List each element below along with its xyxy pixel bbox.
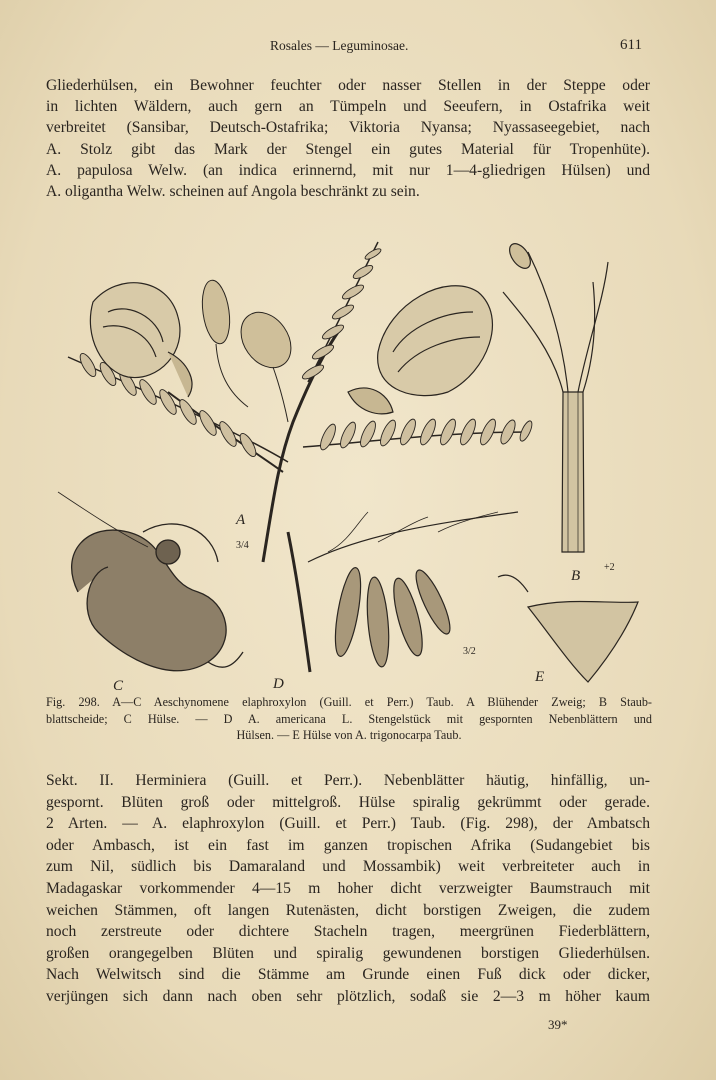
trigonocarpa-pod (498, 575, 638, 682)
caption-line: Fig. 298. A—C Aeschynomene elaphroxylon (Guill. et Perr.) Taub. A Blühender Zweig; B Staub- (46, 695, 652, 709)
text-line: Madagaskar vorkommender 4—15 m hoher dicht verzweigter Baumstrauch mit (46, 879, 650, 897)
running-title: Rosales — Leguminosae. (270, 38, 409, 53)
text-line: A. oligantha Welw. scheinen auf Angola beschränkt zu sein. (46, 183, 420, 201)
scale-label-a: 3/4 (236, 540, 249, 551)
figure-label-e: E (535, 669, 545, 685)
leaflets-top (301, 247, 383, 382)
text-line: in lichten Wäldern, auch gern an Tümpeln und Seeufern, in Ostafrika weit (46, 98, 650, 116)
text-line: A. Stolz gibt das Mark der Stengel ein gutes Material für Tropenhüte). (46, 140, 650, 158)
figure-label-b: B (571, 568, 581, 584)
text-line: Gliederhülsen, ein Bewohner feuchter oder nasser Stellen in der Steppe oder (46, 77, 650, 94)
staminal-sheath (503, 240, 608, 552)
page-number: 611 (620, 37, 642, 53)
scale-label-d: 3/2 (463, 646, 476, 657)
leaflets-right (318, 417, 535, 452)
leaflets-left (77, 351, 259, 459)
figure-label-a: A (236, 512, 246, 528)
branch-leaf-rachis (303, 432, 528, 447)
scale-label-b: +2 (604, 562, 615, 573)
caption-line: blattscheide; C Hülse. — D A. americana L. Stengelstück mit gespornten Nebenblättern und (46, 711, 652, 726)
flower-buds (199, 279, 302, 422)
text-line: 2 Arten. — A. elaphroxylon (Guill. et Perr.) Taub. (Fig. 298), der Ambatsch (46, 815, 650, 833)
paragraph-intro (46, 75, 650, 202)
text-line: Nach Welwitsch sind die Stämme am Grunde einen Fuß dick oder dicker, (46, 966, 650, 984)
paragraph-section-two (46, 770, 650, 1008)
flower-right (348, 286, 492, 414)
text-line: A. papulosa Welw. (an indica erinnernd, mit nur 1—4-gliedrigen Hülsen) und (46, 161, 650, 179)
americana-stem (288, 512, 518, 672)
figure-label-c: C (113, 678, 124, 692)
text-line: verjüngen sich dann nach oben sehr plötzlich, sodaß sie 2—3 m höher kaum (46, 987, 650, 1005)
botanical-illustration (48, 232, 648, 692)
text-line: verbreitet (Sansibar, Deutsch-Ostafrika; Viktoria Nyansa; Nyassaseegebiet, nach (46, 119, 650, 137)
figure-label-d: D (273, 676, 284, 692)
text-line: zum Nil, südlich bis Damaraland und Mossambik) weit verbreiteter auch in (46, 858, 650, 876)
running-header (0, 38, 716, 58)
text-line: Sekt. II. Herminiera (Guill. et Perr.). Nebenblätter häutig, hinfällig, un- (46, 772, 650, 789)
text-line: gespornt. Blüten groß oder mittelgroß. Hülse spiralig gekrümmt oder gerade. (46, 793, 650, 811)
spiral-pod (58, 492, 243, 671)
text-line: weichen Stämmen, oft langen Rutenästen, dicht borstigen Zweigen, die zudem (46, 901, 650, 919)
text-line: großen orangegelben Blüten und spiralig gewundenen borstigen Gliederhülsen. (46, 944, 650, 962)
figure-caption (46, 694, 652, 744)
text-line: noch zerstreute oder dichtere Stacheln tragen, meergrünen Fiederblättern, (46, 923, 650, 941)
caption-line: Hülsen. — E Hülse von A. trigonocarpa Taub. (236, 728, 462, 742)
signature-mark: 39* (548, 1017, 568, 1032)
text-line: oder Ambasch, ist ein fast im ganzen tropischen Afrika (Sudangebiet bis (46, 836, 650, 854)
